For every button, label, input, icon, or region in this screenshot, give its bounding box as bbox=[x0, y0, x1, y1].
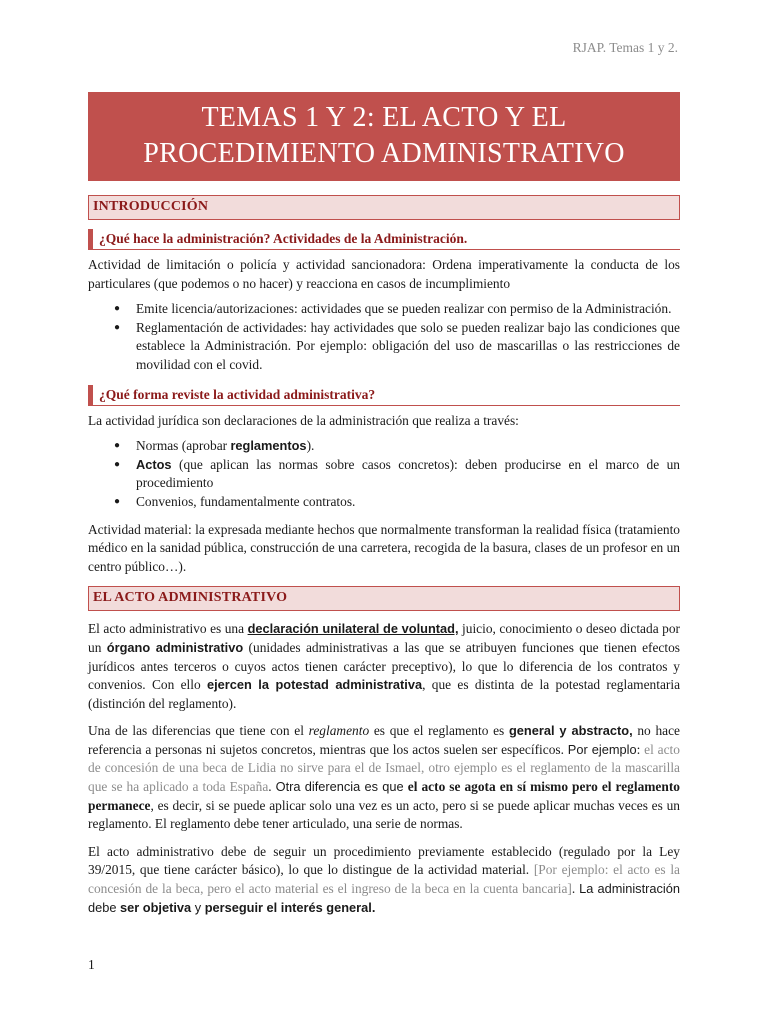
text-run: Otra diferencia es que bbox=[275, 779, 408, 795]
text-run: Una de las diferencias que tiene con el bbox=[88, 723, 309, 739]
list-item: ● Emite licencia/autorizaciones: actividades que se pueden realizar con permiso de la Administración. bbox=[136, 300, 680, 319]
example-text: [Por ejemplo: el acto es la concesión de la beca, pero el acto material es el ingreso de la beca en la cuenta bancaria] bbox=[88, 862, 680, 897]
text-run: juicio, conocimiento o deseo dictada por un bbox=[88, 621, 680, 655]
example-text: el acto de concesión de una beca de Lidia no sirve para el de Ismael, otro ejemplo es el reglamento de la mascarilla que se ha aplicado a toda España bbox=[88, 741, 680, 795]
text-run: El acto administrativo debe de seguir un procedimiento previamente establecido (regulado por la Ley 39/2015, que tiene carácter básico), lo que lo distingue de la actividad material. bbox=[88, 843, 680, 878]
section-heading-introduccion: INTRODUCCIÓN bbox=[88, 195, 680, 220]
text-run: (unidades administrativas a las que se atribuyen funciones que tienen efectos jurídicos antes terceros o cuyos actos tienen carácter preceptivo), lo que lo diferencia de los contratos y convenios. Con ello bbox=[88, 639, 680, 693]
list-item bbox=[136, 437, 680, 456]
bold-term: el acto se agota en sí mismo pero el reglamento permanece bbox=[88, 779, 680, 813]
title-line-1: TEMAS 1 Y 2: EL ACTO Y EL bbox=[201, 102, 567, 133]
text-run: : bbox=[636, 741, 645, 757]
paragraph-diferencias-reglamento bbox=[88, 722, 680, 834]
bold-term: reglamentos bbox=[230, 438, 307, 454]
bold-term: órgano administrativo bbox=[106, 639, 244, 655]
subheading-actividades: ¿Qué hace la administración? Actividades de la Administración. bbox=[88, 229, 680, 250]
paragraph-procedimiento bbox=[88, 843, 680, 917]
text-run: , que es distinta de la potestad reglamentaria (distinción del reglamento). bbox=[88, 677, 681, 711]
running-header: RJAP. Temas 1 y 2. bbox=[572, 40, 678, 55]
text-run: La administración debe bbox=[88, 881, 680, 915]
text-run: ). bbox=[306, 438, 315, 454]
bold-term: declaración unilateral de voluntad, bbox=[247, 621, 459, 637]
text-run: y bbox=[191, 899, 205, 915]
text-run: es que el reglamento es bbox=[369, 723, 509, 739]
list-limitacion bbox=[88, 300, 680, 374]
paragraph-definicion-acto bbox=[88, 620, 680, 713]
bold-term: ser objetiva bbox=[120, 899, 192, 915]
list-actividad-juridica bbox=[88, 437, 680, 511]
text-run: no hace referencia a personas ni sujetos concretos, mientras que los actos suelen ser específicos. bbox=[88, 723, 680, 757]
page-number: 1 bbox=[88, 957, 95, 972]
bold-term: general y abstracto, bbox=[508, 723, 633, 739]
bold-term: Actos bbox=[136, 456, 172, 472]
text-run: El acto administrativo es una bbox=[88, 621, 248, 637]
text-run: (que aplican las normas sobre casos concretos): deben producirse en el marco de un procedimiento bbox=[136, 456, 680, 491]
list-item: ● Reglamentación de actividades: hay actividades que solo se pueden realizar bajo las condiciones que establece la Administración. Por ejemplo: obligación del uso de mascarillas o las restricciones de movilidad con el covid. bbox=[136, 319, 680, 375]
text-run: . bbox=[268, 779, 276, 795]
italic-term: reglamento bbox=[308, 723, 370, 739]
document-body bbox=[88, 195, 680, 917]
paragraph-limitacion: Actividad de limitación o policía y actividad sancionadora: Ordena imperativamente la conducta de los particulares (que podemos o no hacer) y reacciona en casos de incumplimiento bbox=[88, 257, 680, 291]
section-heading-acto-administrativo: EL ACTO ADMINISTRATIVO bbox=[88, 586, 680, 611]
paragraph-actividad-material: Actividad material: la expresada mediante hechos que normalmente transforman la realidad física (tratamiento médico en la sanidad pública, construcción de una carretera, recogida de la basura, clases de un profesor en un centro público…). bbox=[88, 521, 680, 574]
paragraph-actividad-juridica: La actividad jurídica son declaraciones de la administración que realiza a través: bbox=[88, 412, 519, 428]
title-line-2: PROCEDIMIENTO ADMINISTRATIVO bbox=[143, 138, 625, 169]
list-item: ● Convenios, fundamentalmente contratos. bbox=[136, 493, 680, 512]
bold-term: perseguir el interés general. bbox=[204, 899, 376, 915]
text-run: Por ejemplo bbox=[567, 741, 637, 757]
text-run: Normas (aprobar bbox=[136, 438, 231, 454]
text-run: . bbox=[571, 881, 580, 897]
bold-term: ejercen la potestad administrativa bbox=[206, 677, 423, 693]
subheading-forma-actividad: ¿Qué forma reviste la actividad administrativa? bbox=[88, 385, 680, 406]
list-item bbox=[136, 456, 680, 493]
text-run: , es decir, si se puede aplicar solo una vez es un acto, pero si se puede aplicar muchas veces es un reglamento. El reglamento debe tener articulado, una serie de normas. bbox=[88, 797, 680, 832]
document-title bbox=[88, 92, 680, 181]
